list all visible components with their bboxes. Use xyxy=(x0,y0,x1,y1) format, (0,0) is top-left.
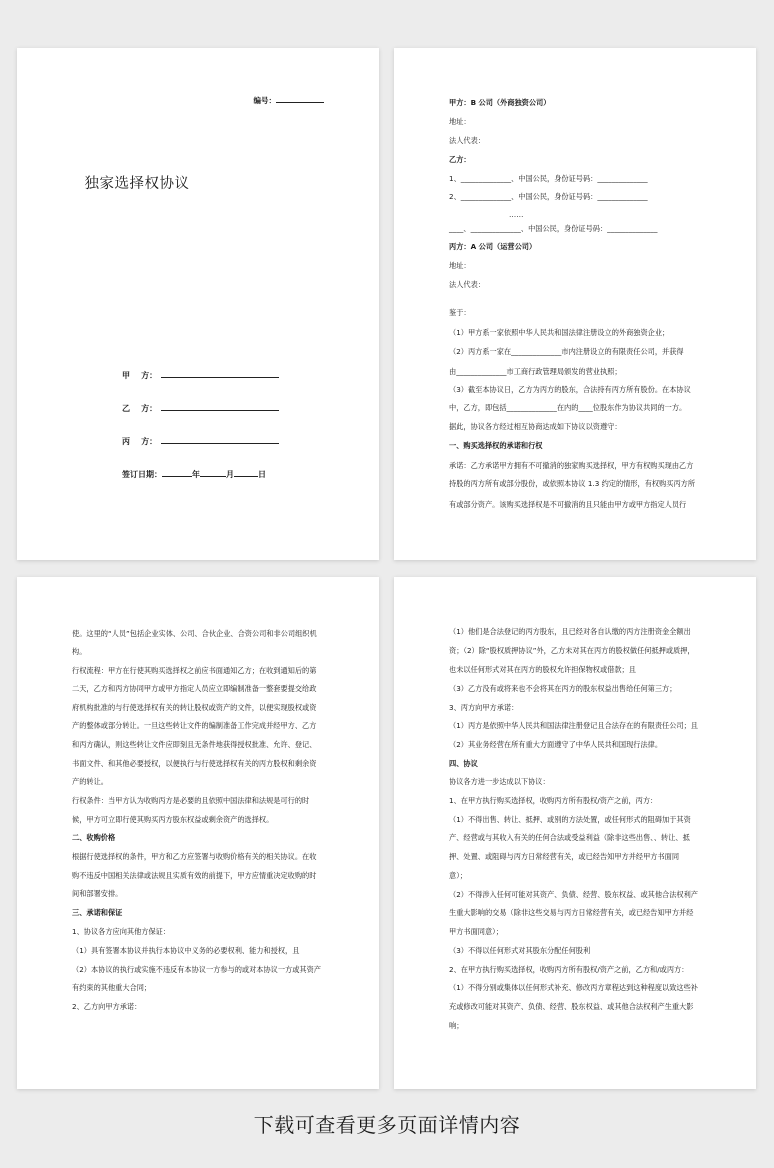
text-line: 协议各方进一步达成以下协议： xyxy=(449,777,550,786)
number-blank xyxy=(276,94,324,103)
text-line: 2、______________、中国公民，身份证号码：______________ xyxy=(449,192,648,201)
year-label: 年 xyxy=(192,470,200,479)
page-title: 独家选择权协议 xyxy=(84,176,190,192)
section-heading: 二、收购价格 xyxy=(72,833,116,842)
text-line: （2）不得涉入任何可能对其资产、负债、经营、股东权益、或其他合法权利产 xyxy=(449,890,698,899)
text-line: 持股的丙方所有或部分股份，或依照本协议 1.3 约定的情形，有权购买丙方所 xyxy=(449,479,696,488)
text-line: 鉴于： xyxy=(449,308,471,317)
text-line: 根据行使选择权的条件，甲方和乙方应签署与收购价格有关的相关协议。在收 xyxy=(72,852,317,861)
sign-date-line xyxy=(122,468,266,480)
text-line: （1）甲方系一家依照中华人民共和国法律注册设立的外商独资企业； xyxy=(449,328,670,337)
section-heading: 丙方：A 公司（运营公司） xyxy=(449,242,537,251)
section-heading: 甲方：B 公司（外商独资公司） xyxy=(449,98,551,107)
text-line: 产的转让。 xyxy=(72,777,108,786)
section-heading: 三、承诺和保证 xyxy=(72,908,123,917)
year-blank xyxy=(162,468,192,477)
text-line: 生重大影响的交易（除非这些交易与丙方日常经营有关，或已经告知甲方并经 xyxy=(449,908,694,917)
text-line: 书面文件、和其他必要授权，以便执行与行使选择权有关的丙方股权和剩余资 xyxy=(72,759,317,768)
text-line: 也未以任何形式对其在丙方的股权允许担保物权或借款；且 xyxy=(449,665,636,674)
text-line: （1）不得出售、转让、抵押、或别的方法处置，或任何形式的阻碍加于其资 xyxy=(449,815,691,824)
day-label: 日 xyxy=(258,470,266,479)
text-line: 构。 xyxy=(72,647,87,656)
text-line: （3）乙方没有或将来也不会将其在丙方的股东权益出售给任何第三方； xyxy=(449,684,677,693)
party-c-line xyxy=(122,435,279,447)
text-line: 响； xyxy=(449,1021,464,1030)
text-line: 3、丙方向甲方承诺： xyxy=(449,703,519,712)
text-line: 2、在甲方执行购买选择权，收购丙方所有股权/资产之前，乙方和/或丙方： xyxy=(449,965,689,974)
text-line: ____、______________、中国公民，身份证号码：______________ xyxy=(449,224,658,233)
text-line: 资；（2）除“股权质押协议”外，乙方未对其在丙方的股权做任何抵押或质押， xyxy=(449,646,695,655)
text-line: 中，乙方，即包括______________在内的____位股东作为协议共同的一方。 xyxy=(449,403,687,412)
text-line: 法人代表： xyxy=(449,136,485,145)
text-line: 地址： xyxy=(449,117,471,126)
month-blank xyxy=(200,468,226,477)
text-line: 1、协议各方应向其他方保证： xyxy=(72,927,171,936)
text-line: （2）丙方系一家在______________市内注册设立的有限责任公司，并获得 xyxy=(449,347,684,356)
text-line: 购不违反中国相关法律或法规且实质有效的前提下，甲方应情重决定收购的时 xyxy=(72,871,317,880)
text-line: 押、处置、或阻碍与丙方日常经营有关，或已经告知甲方并经甲方书面同 xyxy=(449,852,680,861)
document-page-cover xyxy=(17,48,379,560)
text-line: （1）他们是合法登记的丙方股东，且已经对各自认缴的丙方注册资金全额出 xyxy=(449,627,691,636)
text-line: （2）其业务经营在所有重大方面遵守了中华人民共和国现行法律。 xyxy=(449,740,663,749)
text-line: 地址： xyxy=(449,261,471,270)
text-line: 产、经营或与其收入有关的任何合法或受益利益（除非这些出售、、转让、抵 xyxy=(449,833,690,842)
text-line: 有约束的其他重大合同； xyxy=(72,983,152,992)
text-line: 承诺：乙方承诺甲方拥有不可撤消的独家购买选择权，甲方有权购买现由乙方 xyxy=(449,461,694,470)
text-line: 间和部署安排。 xyxy=(72,889,123,898)
text-line: 产的整体或部分转让。一旦这些转让文件的编制准备工作完成并经甲方、乙方 xyxy=(72,721,317,730)
section-heading: 一、购买选择权的承诺和行权 xyxy=(449,441,543,450)
text-line: （3）截至本协议日，乙方为丙方的股东，合法持有丙方所有股份。在本协议 xyxy=(449,385,691,394)
download-more-caption: 下载可查看更多页面详情内容 xyxy=(253,1113,521,1137)
document-page-3 xyxy=(17,577,379,1089)
text-line: 使。这里的“人员”包括企业实体、公司、合伙企业、合资公司和非公司组织机 xyxy=(72,629,317,638)
party-a-line xyxy=(122,369,279,381)
text-line: 行权条件：当甲方认为收购丙方是必要的且依照中国法律和法规是可行的时 xyxy=(72,796,310,805)
text-line: （1）不得分别或集体以任何形式补充、修改丙方章程达到这种程度以致这些补 xyxy=(449,983,698,992)
day-blank xyxy=(234,468,258,477)
text-line: …… xyxy=(509,210,524,219)
text-line: （1）丙方是依照中华人民共和国法律注册登记且合法存在的有限责任公司；且 xyxy=(449,721,698,730)
document-number xyxy=(254,94,325,106)
document-number-label: 编号： xyxy=(253,96,276,105)
text-line: 充或修改可能对其资产、负债、经营、股东权益、或其他合法权利产生重大影 xyxy=(449,1002,694,1011)
party-c-label: 丙 方： xyxy=(122,437,158,446)
text-line: （1）具有签署本协议并执行本协议中义务的必要权利、能力和授权，且 xyxy=(72,946,300,955)
text-line: （3）不得以任何形式对其股东分配任何股利 xyxy=(449,946,591,955)
text-line: 2、乙方向甲方承诺： xyxy=(72,1002,142,1011)
text-line: 1、在甲方执行购买选择权，收购丙方所有股权/资产之前，丙方： xyxy=(449,796,658,805)
text-line: 甲方书面同意）； xyxy=(449,927,503,936)
party-b-label: 乙 方： xyxy=(122,404,158,413)
text-line: 意）； xyxy=(449,871,467,880)
text-line: 行权流程：甲方在行使其购买选择权之前应书面通知乙方；在收到通知后的第 xyxy=(72,666,317,675)
text-line: 由______________市工商行政管理局颁发的营业执照； xyxy=(449,367,622,376)
text-line: 候，甲方可立即行使其购买丙方股东权益或剩余资产的选择权。 xyxy=(72,815,274,824)
text-line: 法人代表： xyxy=(449,280,485,289)
text-line: 有或部分资产。该购买选择权是不可撤消的且只能由甲方或甲方指定人员行 xyxy=(449,500,687,509)
party-a-label: 甲 方： xyxy=(122,371,158,380)
month-label: 月 xyxy=(226,470,234,479)
text-line: 和丙方确认，则这些转让文件应即刻且无条件地获得授权批准、允许、登记、 xyxy=(72,740,317,749)
party-b-line xyxy=(122,402,279,414)
sign-date-label: 签订日期： xyxy=(122,470,162,479)
section-heading: 乙方： xyxy=(449,155,471,164)
document-page-2 xyxy=(394,48,756,560)
text-line: （2）本协议的执行或实施不违反有本协议一方参与的或对本协议一方或其资产 xyxy=(72,965,321,974)
party-b-blank xyxy=(161,402,279,411)
party-a-blank xyxy=(161,369,279,378)
section-heading: 四、协议 xyxy=(449,759,478,768)
text-line: 据此，协议各方经过相互协商达成如下协议以资遵守： xyxy=(449,422,622,431)
text-line: 二天，乙方和丙方协同甲方或甲方指定人员应立即编制准备一整套要提交给政 xyxy=(72,684,317,693)
document-page-4 xyxy=(394,577,756,1089)
party-c-blank xyxy=(161,435,279,444)
text-line: 府机构批准的与行使选择权有关的转让股权或资产的文件，以便实现股权或资 xyxy=(72,703,317,712)
text-line: 1、______________、中国公民，身份证号码：______________ xyxy=(449,174,648,183)
